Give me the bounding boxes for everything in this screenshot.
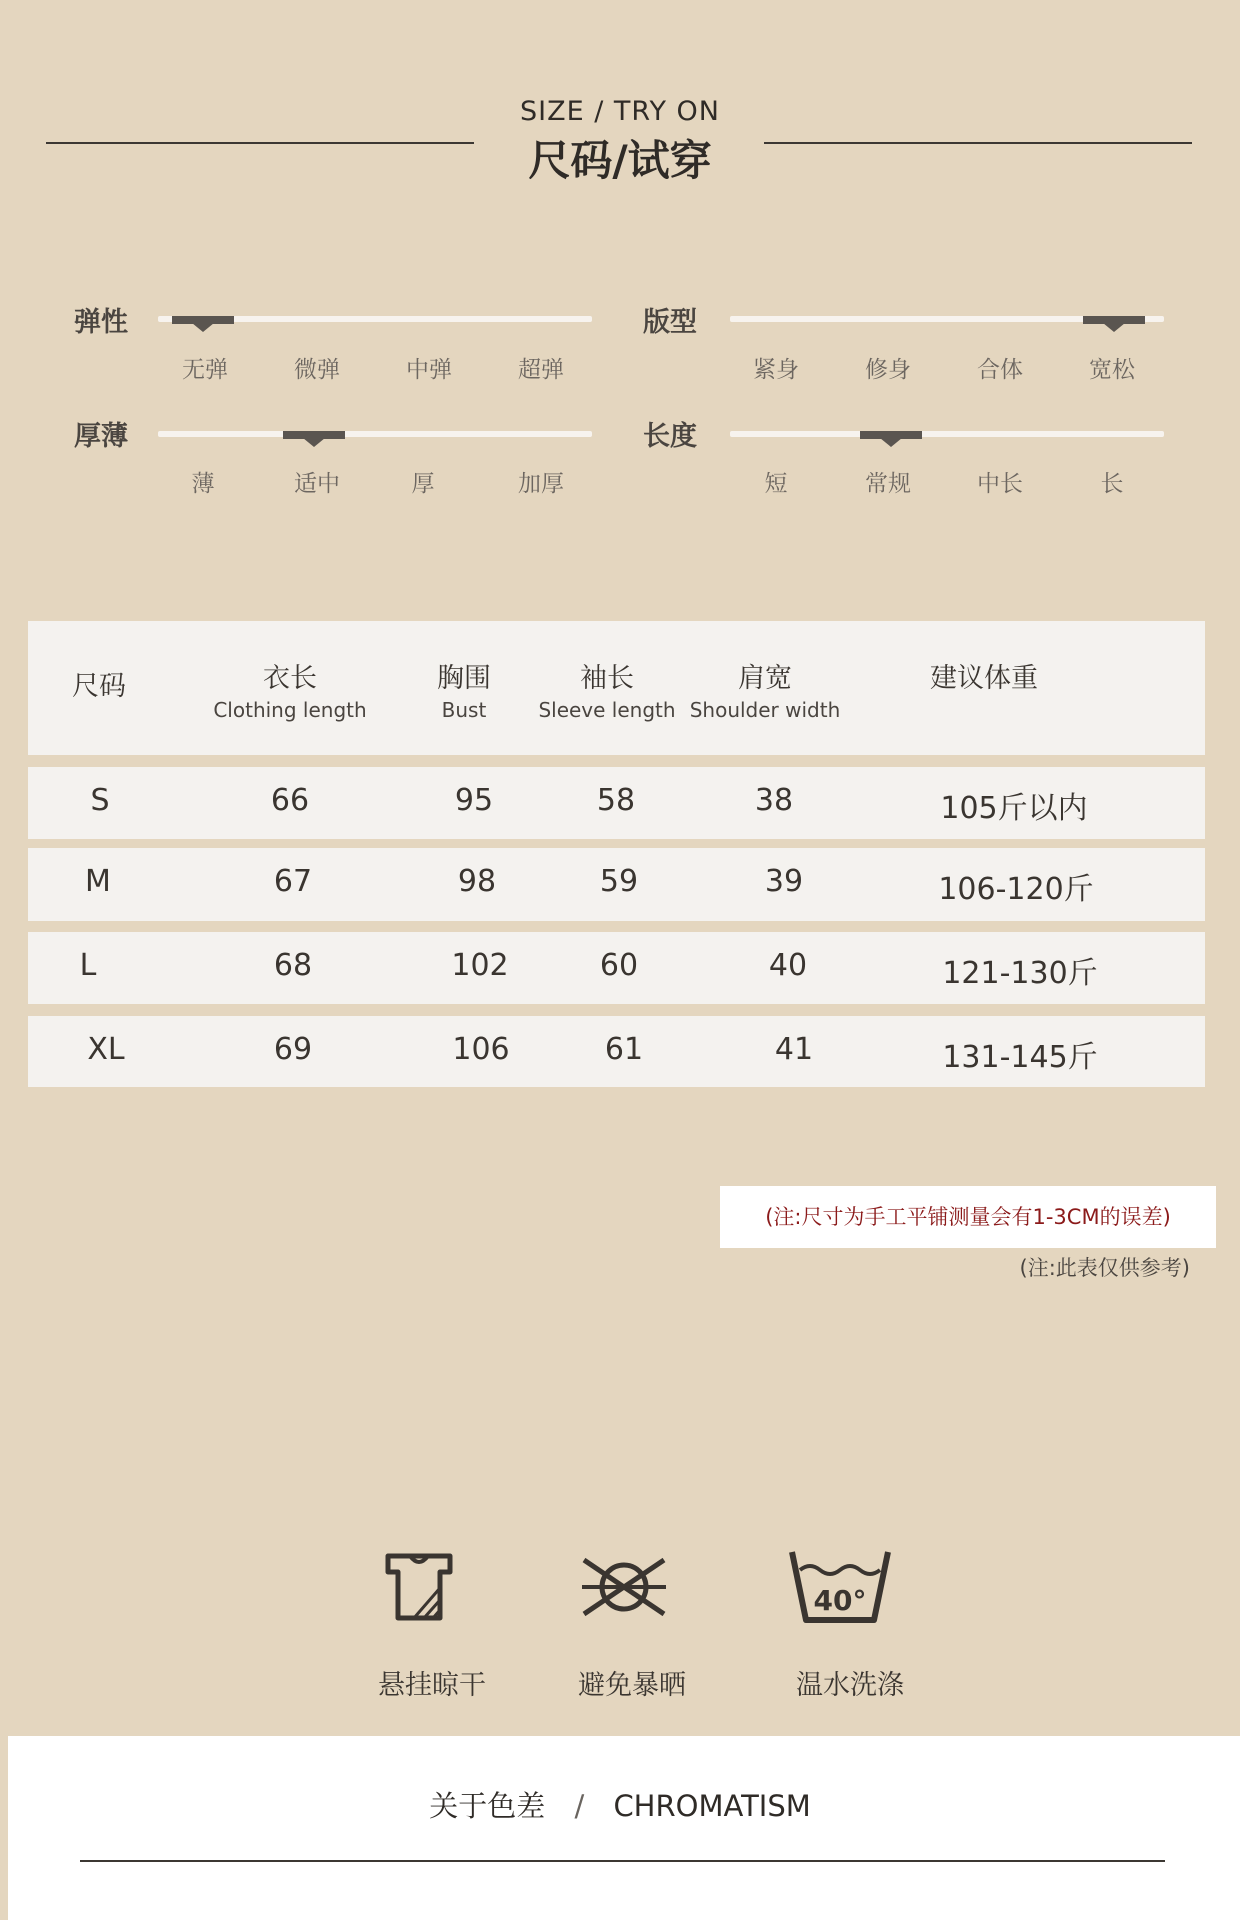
- header-en: Bust: [441, 698, 487, 722]
- cell-suggested-weight: 105斤以内: [940, 791, 1088, 826]
- scale-thickness-track: [158, 431, 592, 437]
- header-cell-size: [34, 669, 164, 705]
- header-en: Shoulder width: [689, 698, 841, 722]
- cell-shoulder-width: 38: [754, 783, 794, 818]
- size-table-header: [28, 621, 1205, 755]
- section-title-cn: 尺码/试穿: [528, 136, 712, 185]
- cell-size: M: [85, 864, 111, 899]
- cell-size: L: [79, 948, 97, 983]
- chromatism-panel: [8, 1736, 1240, 1920]
- cell-bust: 106: [452, 1032, 510, 1067]
- wash-temperature: 40°: [813, 1584, 867, 1617]
- chromatism-title-cn: 关于色差: [429, 1789, 546, 1823]
- cell-bust: 95: [454, 783, 494, 818]
- scale-thickness-option: 厚: [411, 471, 435, 497]
- cell-sleeve-length: 59: [599, 864, 639, 899]
- cell-clothing-length: 67: [273, 864, 313, 899]
- scale-fit-option: 宽松: [1089, 357, 1135, 383]
- care-label-no-sun: 避免暴晒: [578, 1670, 686, 1701]
- scale-fit-marker: [1083, 316, 1145, 324]
- scale-length-option: 常规: [865, 471, 911, 497]
- chromatism-title-en: CHROMATISM: [613, 1789, 811, 1823]
- header-cn: 尺码: [72, 671, 126, 702]
- header-cn: 衣长: [263, 663, 317, 694]
- cell-sleeve-length: 61: [604, 1032, 644, 1067]
- scale-thickness-title: 厚薄: [74, 421, 128, 452]
- scale-fit-title: 版型: [643, 307, 697, 338]
- header-cn: 肩宽: [738, 663, 792, 694]
- wash-40-icon: [788, 1548, 892, 1626]
- header-cell-shoulder-width: [660, 661, 870, 723]
- table-row: [28, 1016, 1205, 1087]
- scale-elasticity-option: 中弹: [406, 357, 452, 383]
- no-sun-icon: [576, 1554, 672, 1620]
- table-row: [28, 767, 1205, 839]
- scale-elasticity-option: 无弹: [182, 357, 228, 383]
- scale-fit-option: 修身: [865, 357, 911, 383]
- header-cell-suggested-weight: [874, 661, 1094, 697]
- cell-sleeve-length: 60: [599, 948, 639, 983]
- header-en: Sleeve length: [538, 698, 676, 722]
- care-label-warm-wash: 温水洗涤: [796, 1670, 904, 1701]
- cell-suggested-weight: 131-145斤: [942, 1040, 1098, 1075]
- scale-length-title: 长度: [643, 421, 697, 452]
- scale-length-option: 中长: [977, 471, 1023, 497]
- scale-fit-option: 紧身: [753, 357, 799, 383]
- table-row: [28, 932, 1205, 1004]
- header-cn: 胸围: [437, 663, 491, 694]
- scale-thickness-option: 加厚: [518, 471, 564, 497]
- cell-shoulder-width: 39: [764, 864, 804, 899]
- cell-suggested-weight: 106-120斤: [938, 872, 1094, 907]
- cell-size: XL: [87, 1032, 125, 1067]
- cell-size: S: [90, 783, 110, 818]
- scale-length-marker: [860, 431, 922, 439]
- cell-clothing-length: 66: [270, 783, 310, 818]
- header-cn: 建议体重: [930, 663, 1038, 694]
- measurement-error-note: (注:尺寸为手工平铺测量会有1-3CM的误差): [720, 1186, 1216, 1248]
- scale-length-option: 短: [764, 471, 788, 497]
- scale-thickness-marker: [283, 431, 345, 439]
- cell-shoulder-width: 40: [768, 948, 808, 983]
- cell-suggested-weight: 121-130斤: [942, 956, 1098, 991]
- scale-length-option: 长: [1100, 471, 1124, 497]
- chromatism-separator: /: [574, 1789, 585, 1823]
- scale-elasticity-option: 微弹: [294, 357, 340, 383]
- scale-elasticity-option: 超弹: [518, 357, 564, 383]
- section-title-en: SIZE / TRY ON: [520, 96, 720, 127]
- scale-elasticity-marker: [172, 316, 234, 324]
- cell-sleeve-length: 58: [596, 783, 636, 818]
- header-cn: 袖长: [580, 663, 634, 694]
- cell-clothing-length: 69: [273, 1032, 313, 1067]
- cell-clothing-length: 68: [273, 948, 313, 983]
- header-en: Clothing length: [213, 698, 367, 722]
- scale-thickness-option: 适中: [294, 471, 340, 497]
- scale-length-track: [730, 431, 1164, 437]
- chromatism-title: [0, 1784, 1240, 1825]
- scale-elasticity-title: 弹性: [74, 307, 128, 338]
- cell-shoulder-width: 41: [774, 1032, 814, 1067]
- cell-bust: 102: [451, 948, 509, 983]
- reference-only-note: (注:此表仅供参考): [1019, 1256, 1190, 1280]
- hang-dry-icon: [382, 1550, 456, 1624]
- scale-thickness-option: 薄: [191, 471, 215, 497]
- table-row: [28, 848, 1205, 921]
- scale-fit-option: 合体: [977, 357, 1023, 383]
- chromatism-rule: [80, 1860, 1165, 1862]
- care-label-hang-dry: 悬挂晾干: [378, 1670, 486, 1701]
- cell-bust: 98: [457, 864, 497, 899]
